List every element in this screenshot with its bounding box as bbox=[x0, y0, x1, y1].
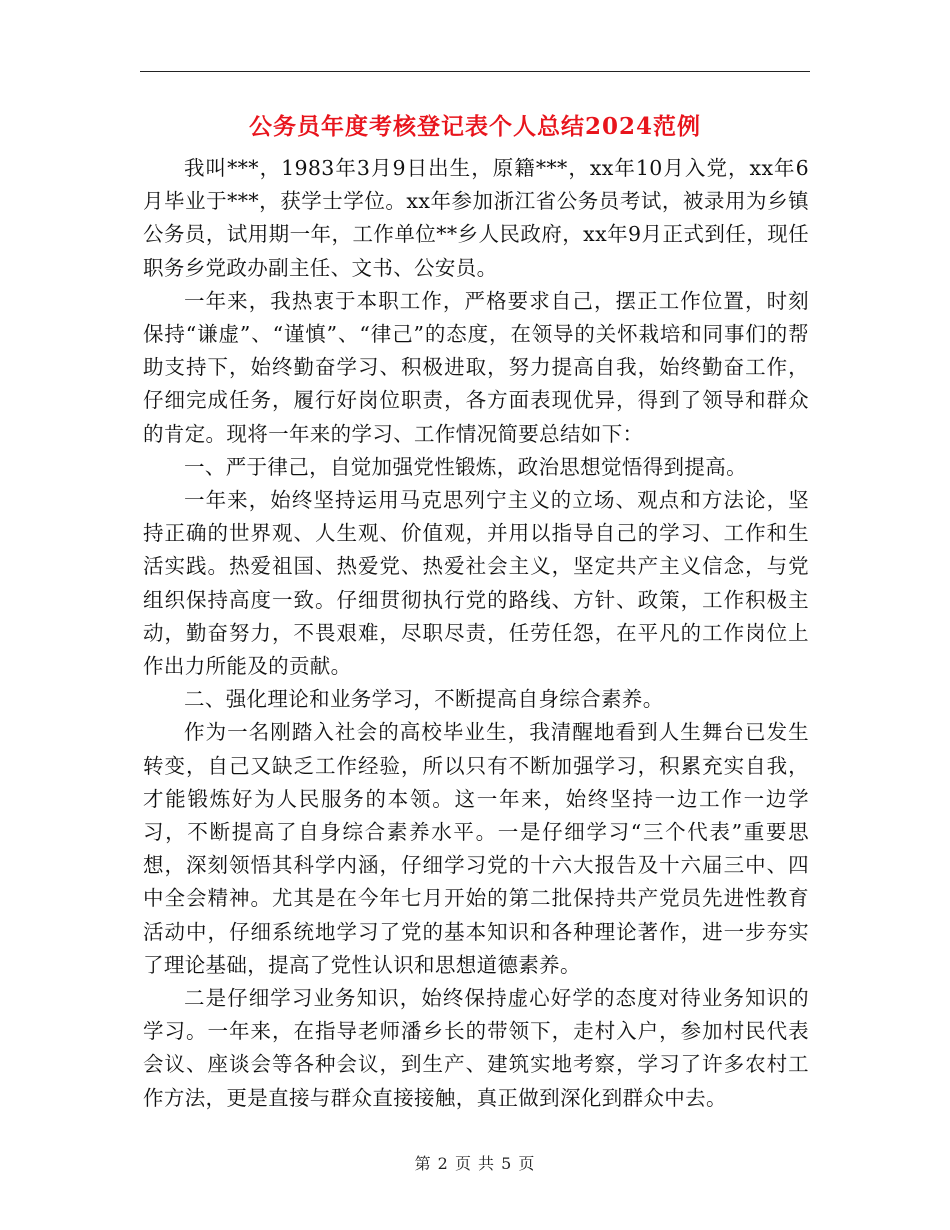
paragraph-political: 一年来，始终坚持运用马克思列宁主义的立场、观点和方法论，坚持正确的世界观、人生观、价值观，并用以指导自己的学习、工作和生活实践。热爱祖国、热爱党、热爱社会主义，坚定共产主义信念，与党组织保持高度一致。仔细贯彻执行党的路线、方针、政策，工作积极主动，勤奋努力，不畏艰难，尽职尽责，任劳任怨，在平凡的工作岗位上作出力所能及的贡献。 bbox=[143, 488, 809, 679]
paragraph-overview: 一年来，我热衷于本职工作，严格要求自己，摆正工作位置，时刻保持“谦虚”、“谨慎”、“律己”的态度，在领导的关怀栽培和同事们的帮助支持下，始终勤奋学习、积极进取，努力提高自我，始终勤奋工作，仔细完成任务，履行好岗位职责，各方面表现优异，得到了领导和群众的肯定。现将一年来的学习、工作情况简要总结如下： bbox=[143, 288, 809, 446]
section-heading-2: 二、强化理论和业务学习，不断提高自身综合素养。 bbox=[184, 687, 664, 712]
paragraph-business: 二是仔细学习业务知识，始终保持虚心好学的态度对待业务知识的学习。一年来，在指导老师潘乡长的带领下，走村入户，参加村民代表会议、座谈会等各种会议，到生产、建筑实地考察，学习了许多农村工作方法，更是直接与群众直接接触，真正做到深化到群众中去。 bbox=[143, 986, 809, 1110]
paragraph-intro: 我叫***，1983年3月9日出生，原籍***，xx年10月入党，xx年6月毕业于***，获学士学位。xx年参加浙江省公务员考试，被录用为乡镇公务员，试用期一年，工作单位**乡人民政府，xx年9月正式到任，现任职务乡党政办副主任、文书、公安员。 bbox=[143, 156, 809, 280]
page-number: 第 2 页 共 5 页 bbox=[414, 1154, 536, 1173]
document-title: 公务员年度考核登记表个人总结2024范例 bbox=[248, 113, 701, 140]
header-rule bbox=[140, 71, 810, 72]
section-heading-1: 一、严于律己，自觉加强党性锻炼，政治思想觉悟得到提高。 bbox=[184, 454, 747, 479]
document-body bbox=[143, 152, 809, 1115]
paragraph-study: 作为一名刚踏入社会的高校毕业生，我清醒地看到人生舞台已发生转变，自己又缺乏工作经验，所以只有不断加强学习，积累充实自我，才能锻炼好为人民服务的本领。这一年来，始终坚持一边工作一边学习，不断提高了自身综合素养水平。一是仔细学习“三个代表”重要思想，深刻领悟其科学内涵，仔细学习党的十六大报告及十六届三中、四中全会精神。尤其是在今年七月开始的第二批保持共产党员先进性教育活动中，仔细系统地学习了党的基本知识和各种理论著作，进一步夯实了理论基础，提高了党性认识和思想道德素养。 bbox=[143, 720, 809, 977]
